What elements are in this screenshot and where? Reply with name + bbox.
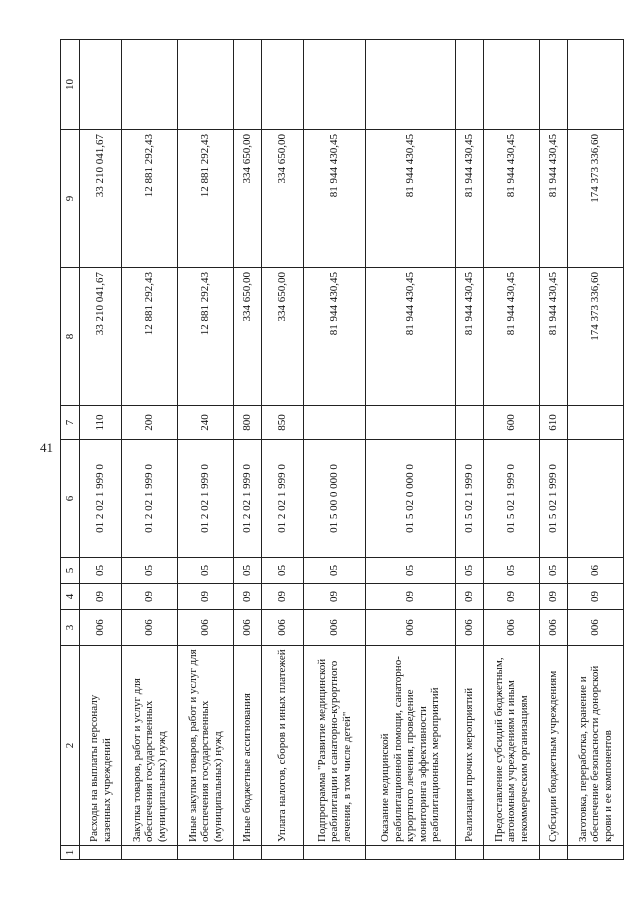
row-amount-10: [304, 40, 366, 130]
row-name: Оказание медицинской реабилитационной помощи, санаторно-курортного лечения, проведение мониторинга эффективности реабилитационных мероприятий: [366, 646, 456, 846]
row-amount-9: 334 650,00: [262, 130, 304, 268]
row-code-4: 09: [484, 584, 540, 610]
row-amount-9: 334 650,00: [234, 130, 262, 268]
row-amount-8: 81 944 430,45: [304, 268, 366, 406]
row-amount-8: 81 944 430,45: [456, 268, 484, 406]
row-name: Иные закупки товаров, работ и услуг для обеспечения государственных (муниципальных) нужд: [178, 646, 234, 846]
row-amount-9: 174 373 336,60: [568, 130, 624, 268]
row-number-cell: [80, 846, 122, 860]
row-number-cell: [366, 846, 456, 860]
header-row: [61, 40, 80, 860]
row-amount-10: [366, 40, 456, 130]
row-name: Расходы на выплаты персоналу казенных учреждений: [80, 646, 122, 846]
table-row: [178, 40, 234, 860]
row-number-cell: [262, 846, 304, 860]
row-amount-10: [122, 40, 178, 130]
row-code-5: 05: [304, 558, 366, 584]
row-code-3: 006: [484, 610, 540, 646]
row-amount-10: [80, 40, 122, 130]
row-name: Иные бюджетные ассигнования: [234, 646, 262, 846]
row-code-3: 006: [122, 610, 178, 646]
row-code-6: 01 2 02 1 999 0: [234, 440, 262, 558]
row-number-cell: [568, 846, 624, 860]
row-code-5: 05: [262, 558, 304, 584]
row-amount-8: 12 881 292,43: [178, 268, 234, 406]
row-code-3: 006: [456, 610, 484, 646]
row-amount-10: [262, 40, 304, 130]
header-cell: 3: [61, 610, 80, 646]
row-code-4: 09: [304, 584, 366, 610]
row-code-6: 01 2 02 1 999 0: [80, 440, 122, 558]
row-number-cell: [484, 846, 540, 860]
budget-table: [60, 39, 624, 860]
row-code-4: 09: [234, 584, 262, 610]
row-amount-10: [484, 40, 540, 130]
row-number-cell: [178, 846, 234, 860]
row-name: Уплата налогов, сборов и иных платежей: [262, 646, 304, 846]
row-amount-8: 12 881 292,43: [122, 268, 178, 406]
row-code-5: 05: [234, 558, 262, 584]
row-amount-9: 81 944 430,45: [304, 130, 366, 268]
row-number-cell: [540, 846, 568, 860]
row-number-cell: [122, 846, 178, 860]
header-cell: 4: [61, 584, 80, 610]
row-amount-10: [568, 40, 624, 130]
row-code-7: 240: [178, 406, 234, 440]
row-amount-9: 81 944 430,45: [540, 130, 568, 268]
header-cell: 8: [61, 268, 80, 406]
row-code-5: 05: [456, 558, 484, 584]
table-row: [568, 40, 624, 860]
row-code-4: 09: [366, 584, 456, 610]
row-amount-8: 81 944 430,45: [540, 268, 568, 406]
table-row: [234, 40, 262, 860]
table-row: [484, 40, 540, 860]
row-number-cell: [456, 846, 484, 860]
row-name: Предоставление субсидий бюджетным, автономным учреждениям и иным некоммерческим организациям: [484, 646, 540, 846]
row-code-7: 200: [122, 406, 178, 440]
row-code-5: 06: [568, 558, 624, 584]
row-code-5: 05: [122, 558, 178, 584]
row-code-7: [366, 406, 456, 440]
table-row: [262, 40, 304, 860]
row-code-5: 05: [178, 558, 234, 584]
row-code-5: 05: [540, 558, 568, 584]
row-code-7: [304, 406, 366, 440]
row-code-7: 110: [80, 406, 122, 440]
row-code-3: 006: [568, 610, 624, 646]
row-code-6: 01 2 02 1 999 0: [122, 440, 178, 558]
row-code-6: 01 5 02 0 000 0: [366, 440, 456, 558]
row-code-3: 006: [304, 610, 366, 646]
row-code-7: 850: [262, 406, 304, 440]
row-code-3: 006: [262, 610, 304, 646]
row-code-4: 09: [262, 584, 304, 610]
header-cell: 1: [61, 846, 80, 860]
row-code-6: 01 5 02 1 999 0: [484, 440, 540, 558]
table-row: [80, 40, 122, 860]
row-amount-10: [456, 40, 484, 130]
table-row: [122, 40, 178, 860]
row-code-4: 09: [540, 584, 568, 610]
row-name: Закупка товаров, работ и услуг для обеспечения государственных (муниципальных) нужд: [122, 646, 178, 846]
row-code-7: 600: [484, 406, 540, 440]
row-amount-10: [234, 40, 262, 130]
row-code-6: 01 2 02 1 999 0: [262, 440, 304, 558]
header-cell: 5: [61, 558, 80, 584]
rotated-table-container: [60, 40, 614, 860]
header-cell: 10: [61, 40, 80, 130]
row-name: Субсидии бюджетным учреждениям: [540, 646, 568, 846]
row-code-6: 01 2 02 1 999 0: [178, 440, 234, 558]
row-amount-8: 33 210 041,67: [80, 268, 122, 406]
row-name: Подпрограмма "Развитие медицинской реабилитации и санаторно-курортного лечения, в том числе детей": [304, 646, 366, 846]
header-cell: 2: [61, 646, 80, 846]
row-code-6: 01 5 02 1 999 0: [540, 440, 568, 558]
row-amount-9: 81 944 430,45: [366, 130, 456, 268]
table-row: [366, 40, 456, 860]
row-number-cell: [304, 846, 366, 860]
row-code-3: 006: [80, 610, 122, 646]
row-amount-8: 334 650,00: [234, 268, 262, 406]
row-code-7: [568, 406, 624, 440]
row-code-6: 01 5 00 0 000 0: [304, 440, 366, 558]
row-code-7: [456, 406, 484, 440]
row-name: Заготовка, переработка, хранение и обеспечение безопасности донорской крови и ее компонентов: [568, 646, 624, 846]
row-amount-10: [178, 40, 234, 130]
table-row: [456, 40, 484, 860]
table-row: [304, 40, 366, 860]
row-amount-8: 174 373 336,60: [568, 268, 624, 406]
row-code-4: 09: [568, 584, 624, 610]
row-amount-9: 12 881 292,43: [178, 130, 234, 268]
row-code-6: [568, 440, 624, 558]
row-code-5: 05: [366, 558, 456, 584]
row-amount-9: 81 944 430,45: [456, 130, 484, 268]
row-code-5: 05: [80, 558, 122, 584]
row-amount-8: 81 944 430,45: [484, 268, 540, 406]
row-amount-9: 81 944 430,45: [484, 130, 540, 268]
row-code-3: 006: [178, 610, 234, 646]
row-code-4: 09: [178, 584, 234, 610]
row-code-3: 006: [234, 610, 262, 646]
row-code-3: 006: [366, 610, 456, 646]
row-code-5: 05: [484, 558, 540, 584]
row-amount-9: 33 210 041,67: [80, 130, 122, 268]
table-row: [540, 40, 568, 860]
page-number: 41: [40, 440, 53, 455]
header-cell: 9: [61, 130, 80, 268]
row-amount-8: 81 944 430,45: [366, 268, 456, 406]
row-amount-9: 12 881 292,43: [122, 130, 178, 268]
table-frame: [60, 40, 614, 860]
row-amount-10: [540, 40, 568, 130]
row-amount-8: 334 650,00: [262, 268, 304, 406]
header-cell: 7: [61, 406, 80, 440]
row-code-6: 01 5 02 1 999 0: [456, 440, 484, 558]
row-code-4: 09: [80, 584, 122, 610]
row-code-7: 800: [234, 406, 262, 440]
header-cell: 6: [61, 440, 80, 558]
row-code-4: 09: [122, 584, 178, 610]
row-code-3: 006: [540, 610, 568, 646]
row-code-7: 610: [540, 406, 568, 440]
row-name: Реализация прочих мероприятий: [456, 646, 484, 846]
row-code-4: 09: [456, 584, 484, 610]
row-number-cell: [234, 846, 262, 860]
